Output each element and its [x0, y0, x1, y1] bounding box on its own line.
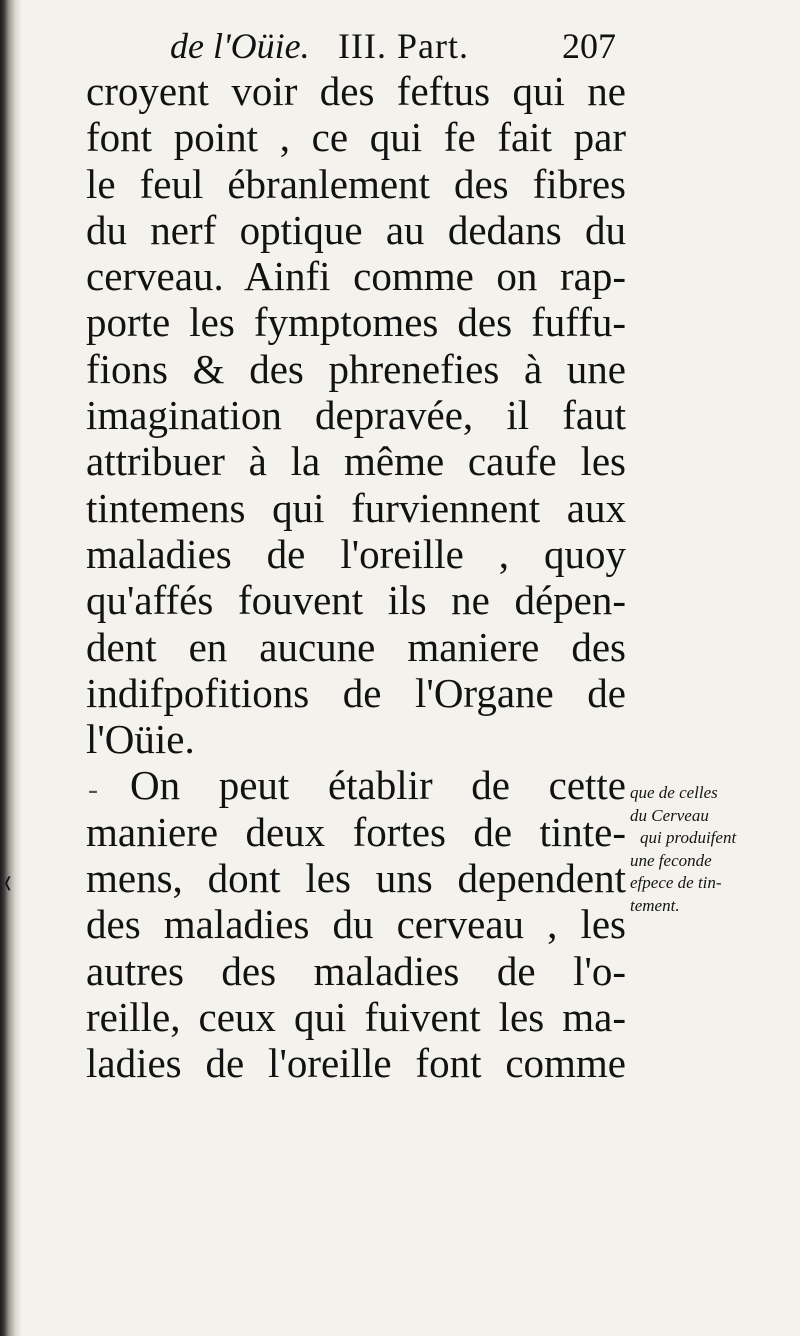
text-line: le feul ébranlement des fibres [86, 160, 626, 207]
text-line: maladies de l'oreille , quoy [86, 530, 626, 577]
text-line: autres des maladies de l'o- [86, 947, 626, 994]
margin-note-line: qui produifent [640, 828, 737, 847]
text-line: du nerf optique au dedans du [86, 206, 626, 253]
text-line: indifpofitions de l'Organe de [86, 669, 626, 716]
text-line: dent en aucune maniere des [86, 623, 626, 670]
text-line: cerveau. Ainfi comme on rap- [86, 253, 626, 300]
text-line: qu'affés fouvent ils ne dépen- [86, 577, 626, 624]
page-header [170, 22, 630, 72]
text-line: On peut établir de cette [130, 762, 626, 809]
page-gutter [0, 0, 22, 1336]
text-line: des maladies du cerveau , les [86, 901, 626, 948]
text-line: tintemens qui furviennent aux [86, 484, 626, 531]
body-text [86, 68, 626, 1087]
part-label: III. Part. [338, 26, 469, 66]
running-head: de l'Oüie. [170, 26, 310, 66]
text-line: imagination depravée, il faut [86, 392, 626, 439]
margin-note-line: tement. [630, 895, 680, 915]
gutter-mark: ❬ [2, 875, 14, 891]
page-number: 207 [562, 26, 616, 66]
text-line: mens, dont les uns dependent [86, 855, 626, 902]
text-line: reille, ceux qui fuivent les ma- [86, 993, 626, 1040]
text-line: attribuer à la même caufe les [86, 438, 626, 485]
margin-note-line: une feconde [630, 850, 712, 870]
text-line: porte les fymptomes des fuffu- [86, 299, 626, 346]
margin-note-line: que de celles [630, 783, 718, 802]
margin-note-line: du Cerveau [630, 805, 709, 825]
margin-note [630, 782, 790, 917]
text-line: croyent voir des feftus qui ne [86, 68, 626, 114]
text-line: l'Oüie. [86, 716, 195, 763]
text-line: fions & des phrenefies à une [86, 345, 626, 392]
paragraph-dash-mark: - [88, 773, 98, 806]
text-line: maniere deux fortes de tinte- [86, 808, 626, 855]
text-line: font point , ce qui fe fait par [86, 114, 626, 161]
text-line: ladies de l'oreille font comme [86, 1040, 626, 1087]
margin-note-line: efpece de tin- [630, 873, 722, 892]
